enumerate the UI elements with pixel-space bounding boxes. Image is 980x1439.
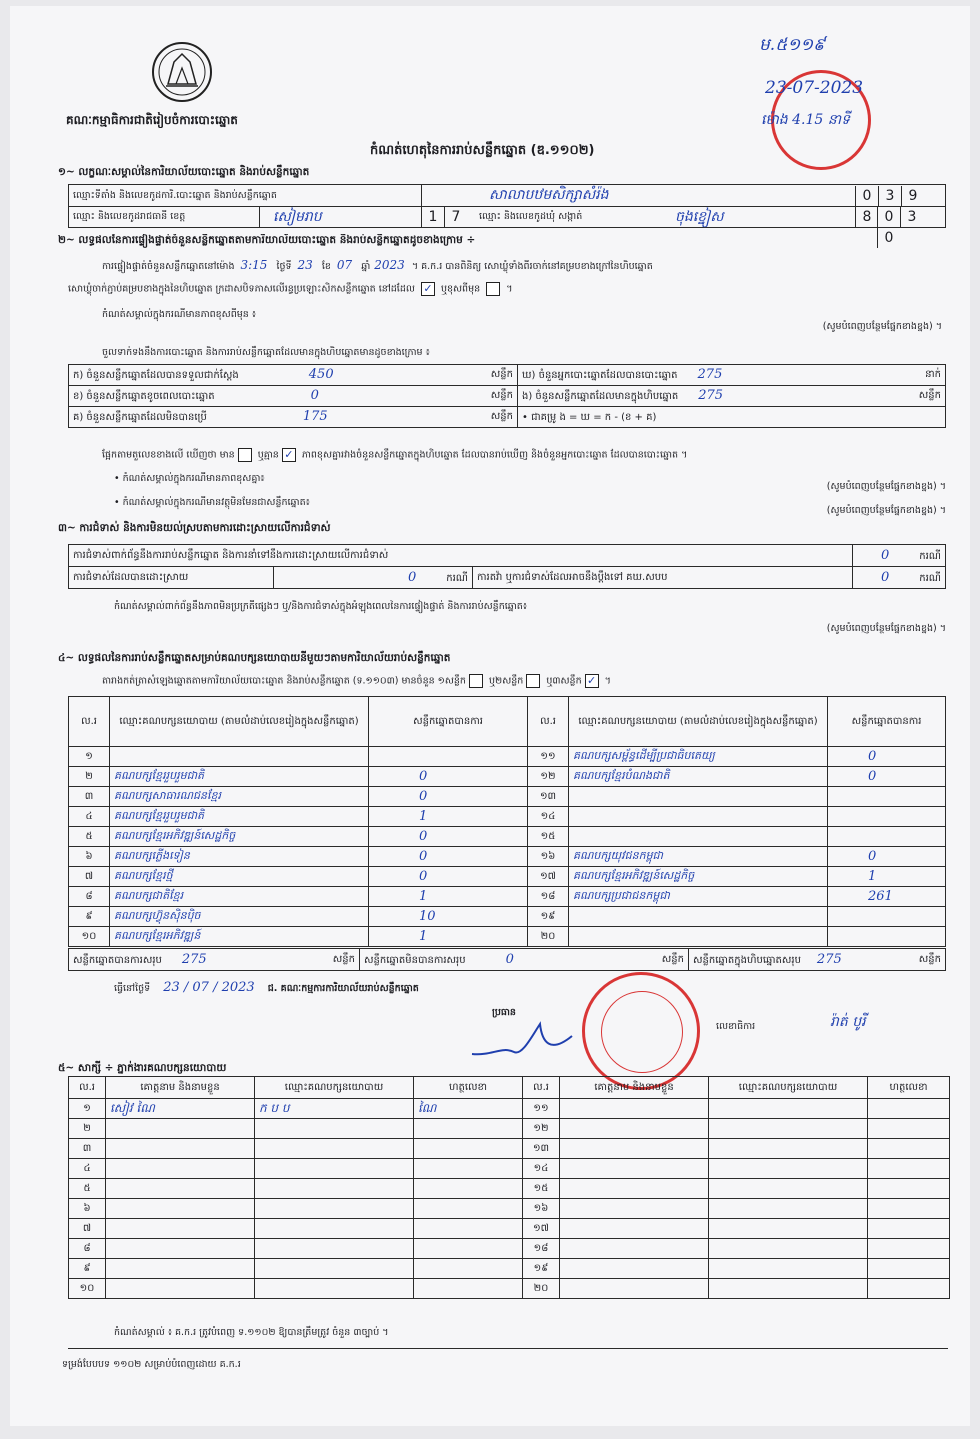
witness-name (560, 1139, 709, 1159)
time-label: ការផ្ទៀងផ្ទាត់ចំនួនសន្លឹកឆ្នោតនៅម៉ោង (102, 261, 235, 272)
row-number: ១៣ (528, 787, 569, 807)
row-number: ១៧ (523, 1219, 560, 1239)
row-number: ៣ (69, 787, 110, 807)
count-b-value: 0 (310, 388, 319, 403)
party-name: គណបក្សយុវជនកម្ពុជា (569, 847, 828, 867)
party-name (569, 827, 828, 847)
witness-party (255, 1259, 414, 1279)
form-footer: ទម្រង់បែបបទ ១១០២ សម្រាប់បំពេញដោយ គ.ក.រ (62, 1359, 241, 1370)
row-number: ១៨ (528, 887, 569, 907)
row-number: ១៩ (528, 907, 569, 927)
total-invalid-label: សន្លឹកឆ្នោតមិនបានការសរុប (364, 954, 466, 966)
row-number: ១២ (523, 1119, 560, 1139)
witness-signature: ណៃ (414, 1099, 523, 1119)
count-c-value: 175 (302, 409, 328, 424)
row-number: ២០ (528, 927, 569, 947)
province-code-digit: 7 (444, 207, 467, 227)
table-row (69, 867, 946, 887)
witness-signature (414, 1199, 523, 1219)
official-seal-icon (582, 972, 700, 1090)
province-code-digit: 1 (421, 207, 444, 227)
row-number: ៣ (69, 1139, 106, 1159)
table-row (69, 747, 946, 767)
receipt-stamp (755, 30, 905, 170)
witness-party (709, 1239, 868, 1259)
one-sheet-checkbox[interactable] (469, 674, 483, 688)
bullet-difference (114, 472, 946, 492)
row-number: ១១ (528, 747, 569, 767)
station-code-digit: 8 (855, 207, 878, 227)
total-box-unit: សន្លឹក (918, 953, 941, 965)
no-difference-checkbox[interactable]: ✓ (282, 448, 296, 462)
witness-name (560, 1259, 709, 1279)
stamp-time: ម៉ោង 4.15 នាទី (761, 112, 850, 128)
party-votes: 1 (369, 887, 528, 907)
party-votes: 0 (828, 767, 946, 787)
party-name: គណបក្សខ្មែររួបរួមជាតិ (110, 767, 369, 787)
row-number: ១៥ (528, 827, 569, 847)
row-number: ១៥ (523, 1179, 560, 1199)
row-number: ១៣ (523, 1139, 560, 1159)
row-number: ១២ (528, 767, 569, 787)
resolved-value: 0 (407, 569, 417, 585)
station-code-digit: 0 (855, 186, 878, 206)
row-number: ៥ (69, 1179, 106, 1199)
day-label: ថ្ងៃទី (276, 261, 292, 272)
party-votes: 0 (828, 847, 946, 867)
day-value: 23 (297, 258, 313, 272)
row-number: ៨ (69, 1239, 106, 1259)
province-value: សៀមរាប (273, 209, 322, 225)
table-row (69, 807, 946, 827)
row-number: ២ (69, 1119, 106, 1139)
party-votes: 1 (828, 867, 946, 887)
counts-table (68, 364, 946, 428)
table-row (69, 1159, 950, 1179)
witness-party (255, 1159, 414, 1179)
nec-emblem-icon (150, 40, 214, 104)
total-valid-value: 275 (181, 951, 207, 967)
row-number: ៧ (69, 867, 110, 887)
party-name (569, 807, 828, 827)
row-number: ១៩ (523, 1259, 560, 1279)
witness-party (255, 1139, 414, 1159)
witness-party (709, 1119, 868, 1139)
col-votes: សន្លឹកឆ្នោតបានការ (369, 697, 528, 747)
witness-signature (868, 1119, 950, 1139)
resolved-label: ការជំទាស់ដែលបានដោះស្រាយ (73, 572, 189, 583)
commune-value: ចុងខ្នៀស (675, 209, 724, 225)
complaints-table (68, 544, 946, 589)
seal-status-text: សោឃ្លុំចាក់ភ្ជាប់គម្របខាងក្នុងនៃហិបឆ្នោត ក្រដាសបិទភាសលើរន្ធប្រឡោះសិកសន្លឹកឆ្នោត នៅដដែល (68, 283, 415, 295)
station-code-digit: 3 (878, 186, 901, 206)
witness-col-sign: ហត្ថលេខា (414, 1077, 523, 1099)
witness-signature (868, 1099, 950, 1119)
witness-name (106, 1259, 255, 1279)
sheets-intro: តារាងកត់ត្រាសំឡេងឆ្នោតតាមការិយាល័យបោះឆ្នោត និងរាប់សន្លឹកឆ្នោត (ទ.១១០៣) មានចំនួន ១សន្លឹក (102, 675, 466, 687)
witness-party (255, 1179, 414, 1199)
total-box-value: 275 (816, 951, 842, 967)
count-a-label: ក) ចំនួនសន្លឹកឆ្នោតដែលបានទទួលជាក់ស្ដែង (73, 370, 239, 381)
bullet-foreign-object (114, 496, 946, 516)
seal-status-line: សោឃ្លុំចាក់ភ្ជាប់គម្របខាងក្នុងនៃហិបឆ្នោត ក្រដាសបិទភាសលើរន្ធប្រឡោះសិកសន្លឹកឆ្នោត នៅដដែល ✓ ឬខុសពីមុន ។ (68, 282, 513, 295)
witness-party (709, 1279, 868, 1299)
witness-signature (414, 1219, 523, 1239)
count-a-unit: សន្លឹក (490, 369, 513, 380)
section2-title: ២~ លទ្ធផលនៃការផ្ទៀងផ្ទាត់ចំនួនសន្លឹកឆ្នោតតាមការិយាល័យបោះឆ្នោត និងរាប់សន្លឹកឆ្នោតដូចខាងក្រោម ÷ (58, 234, 476, 246)
organization-name: គណៈកម្មាធិការជាតិរៀបចំការបោះឆ្នោត (66, 113, 238, 127)
section4-title: ៤~ លទ្ធផលនៃការរាប់សន្លឹកឆ្នោតសម្រាប់គណបក្សនយោបាយនីមួយៗតាមការិយាល័យរាប់សន្លឹកឆ្នោត (58, 652, 451, 664)
province-code-boxes (421, 206, 467, 227)
has-difference-checkbox[interactable] (238, 448, 252, 462)
witness-name (560, 1219, 709, 1239)
witness-name (560, 1239, 709, 1259)
witness-col-name: គោត្តនាម និងនាមខ្លួន (560, 1077, 709, 1099)
party-votes: 10 (369, 907, 528, 927)
compare-none-label: ឬគ្មាន (257, 449, 279, 461)
witness-name (560, 1119, 709, 1139)
party-name: គណបក្សខ្មែរថ្មី (110, 867, 369, 887)
complaints-value: 0 (880, 547, 890, 563)
row-number: ១៨ (523, 1239, 560, 1259)
fill-note: (សូមបំពេញបន្ថែមផ្នែកខាងខ្នង) ។ (826, 623, 946, 634)
witness-name (106, 1159, 255, 1179)
total-invalid-unit: សន្លឹក (661, 953, 684, 965)
year-value: 2023 (374, 258, 405, 272)
table-row (69, 1259, 950, 1279)
party-votes: 0 (369, 867, 528, 887)
appeal-value: 0 (880, 569, 890, 585)
two-sheets-label: ឬ២សន្លឹក (489, 675, 524, 687)
witness-name (106, 1239, 255, 1259)
secretary-name: រ៉ាត់ បូរី (830, 1014, 866, 1030)
chair-signature-icon (462, 1016, 582, 1070)
witness-party (709, 1199, 868, 1219)
witness-col-name: គោត្តនាម និងនាមខ្លួន (106, 1077, 255, 1099)
row-number: ១ (69, 747, 110, 767)
row-number: ៧ (69, 1219, 106, 1239)
party-name: គណបក្សខ្មែររួបរួមជាតិ (110, 807, 369, 827)
table-row (69, 887, 946, 907)
party-votes: 261 (828, 887, 946, 907)
appeal-label: ការតវ៉ា ឬការជំទាស់ដែលអាចនឹងប្ដឹងទៅ គឃ.សបប (477, 572, 668, 583)
party-votes (828, 927, 946, 947)
row-number: ៦ (69, 1199, 106, 1219)
compare-text: ភាពខុសគ្នារវាងចំនួនសន្លឹកឆ្នោតក្នុងហិបឆ្នោត ដែលបានរាប់ឃើញ និងចំនួនអ្នកបោះឆ្នោត ដែលបានបោះឆ្នោត ។ (301, 449, 688, 461)
fill-note: (សូមបំពេញបន្ថែមផ្នែកខាងខ្នង) ។ (826, 505, 946, 516)
witness-party: ក ប ប (255, 1099, 414, 1119)
witness-name (560, 1279, 709, 1299)
witness-name (106, 1199, 255, 1219)
totals-table (68, 948, 946, 971)
section5-title: ៥~ សាក្សី ÷ ភ្នាក់ងារគណបក្សនយោបាយ (58, 1062, 227, 1074)
row-number: ១៦ (523, 1199, 560, 1219)
row-number: ៩ (69, 1259, 106, 1279)
done-date-line (114, 980, 419, 996)
row-number: ២ (69, 767, 110, 787)
table-row (69, 1139, 950, 1159)
result-intro: ចួលទាក់ទងនឹងការបោះឆ្នោត និងការរាប់សន្លឹកឆ្នោតដែលមានក្នុងហិបឆ្នោតមានដូចខាងក្រោម ៖ (102, 347, 430, 358)
table-row (69, 1179, 950, 1199)
row-number: ៦ (69, 847, 110, 867)
party-votes (828, 907, 946, 927)
party-name: គណបក្សសម្ព័ន្ធដើម្បីប្រជាធិបតេយ្យ (569, 747, 828, 767)
table-row (69, 787, 946, 807)
witness-party (709, 1159, 868, 1179)
count-d-label: ឃ) ចំនួនអ្នកបោះឆ្នោតដែលបានបោះឆ្នោត (522, 370, 678, 381)
station-value: សាលាបឋមសិក្សាសំរ៉ង (489, 187, 609, 203)
witness-col-no: ល.រ (523, 1077, 560, 1099)
witness-signature (868, 1159, 950, 1179)
witness-col-party: ឈ្មោះគណបក្សនយោបាយ (709, 1077, 868, 1099)
party-votes: 0 (828, 747, 946, 767)
col-no: ល.រ (69, 697, 110, 747)
row-number: ៤ (69, 1159, 106, 1179)
form-title: កំណត់ហេតុនៃការរាប់សន្លឹកឆ្នោត (ឌ.១១០២) (370, 143, 595, 158)
party-name: គណបក្សប្រជាជនកម្ពុជា (569, 887, 828, 907)
col-no: ល.រ (528, 697, 569, 747)
table-row (69, 927, 946, 947)
party-votes (828, 787, 946, 807)
station-code-digit: 9 (901, 186, 924, 206)
month-label: ខែ (321, 261, 331, 272)
witness-name (560, 1099, 709, 1119)
total-valid-unit: សន្លឹក (332, 953, 355, 965)
party-name: គណបក្សភ្លើងទៀន (110, 847, 369, 867)
witness-party (709, 1219, 868, 1239)
count-c-unit: សន្លឹក (490, 411, 513, 422)
party-name (569, 927, 828, 947)
total-box-label: សន្លឹកឆ្នោតក្នុងហិបឆ្នោតសរុប (693, 954, 801, 966)
fill-note: (សូមបំពេញបន្ថែមផ្នែកខាងខ្នង) ។ (822, 321, 942, 332)
witness-name (106, 1139, 255, 1159)
row-number: ១៤ (528, 807, 569, 827)
witness-party (709, 1179, 868, 1199)
time-value: 3:15 (240, 258, 268, 272)
difference-note-label: កំណត់សម្គាល់ក្នុងករណីមានភាពខុសពីមុន ៖ (102, 309, 257, 320)
footnote: កំណត់សម្គាល់ ៖ គ.ក.រ ត្រូវបំពេញ ទ.១១០២ ឱ្យបានត្រឹមត្រូវ ចំនួន ៣ច្បាប់ ។ (114, 1327, 389, 1338)
stamp-date: 23-07-2023 (765, 78, 864, 98)
chair-label: ប្រធាន (492, 1007, 516, 1018)
witness-name (106, 1219, 255, 1239)
table-row (69, 1239, 950, 1259)
stamp-code: ម.៥១១៩ (759, 35, 825, 55)
commune-code-digit: 3 (900, 207, 923, 227)
row-number: ១ (69, 1099, 106, 1119)
party-name: គណបក្សសាធារណជនខ្មែរ (110, 787, 369, 807)
complaints-label: ការជំទាស់ពាក់ព័ន្ធនឹងការរាប់សន្លឹកឆ្នោត និងការនាំទៅនឹងការដោះស្រាយលើការជំទាស់ (73, 550, 389, 561)
fill-note: (សូមបំពេញបន្ថែមផ្នែកខាងខ្នង) ។ (826, 481, 946, 492)
col-party: ឈ្មោះគណបក្សនយោបាយ (តាមលំដាប់លេខរៀងក្នុងសន្លឹកឆ្នោត) (110, 697, 369, 747)
party-votes (369, 747, 528, 767)
witness-col-sign: ហត្ថលេខា (868, 1077, 950, 1099)
three-sheets-checkbox[interactable]: ✓ (585, 674, 599, 688)
witness-signature (868, 1259, 950, 1279)
witness-name (560, 1159, 709, 1179)
witness-col-no: ល.រ (69, 1077, 106, 1099)
sheets-line: តារាងកត់ត្រាសំឡេងឆ្នោតតាមការិយាល័យបោះឆ្នោត និងរាប់សន្លឹកឆ្នោត (ទ.១១០៣) មានចំនួន ១សន្លឹក ឬ២សន្លឹក ឬ៣សន្លឹក ✓ ។ (102, 674, 611, 687)
row-number: ៥ (69, 827, 110, 847)
count-e-value: 275 (698, 388, 724, 403)
bullet-difference-label: • កំណត់សម្គាល់ក្នុងករណីមានភាពខុសគ្នា៖ (114, 473, 265, 484)
party-votes: 0 (369, 767, 528, 787)
count-d-unit: នាក់ (925, 369, 941, 380)
complaints-unit: ករណី (919, 550, 941, 562)
party-name (569, 907, 828, 927)
table-row (69, 1219, 950, 1239)
different-label: ឬខុសពីមុន (440, 283, 481, 295)
witness-signature (868, 1179, 950, 1199)
verification-line (102, 258, 653, 274)
form-page (10, 6, 970, 1426)
province-label: ឈ្មោះ និងលេខកូដរាជធានី ខេត្ត (73, 211, 186, 222)
compare-has-label: ផ្អែកតាមតួលេខខាងលើ ឃើញថា មាន (102, 449, 235, 461)
count-b-label: ខ) ចំនួនសន្លឹកឆ្នោតខូចពេលបោះឆ្នោត (73, 391, 215, 402)
witness-signature (868, 1279, 950, 1299)
witness-signature (414, 1119, 523, 1139)
verification-suffix: ។ គ.ក.រ បានពិនិត្យ សោឃ្លុំទាំងពីរចាក់នៅគម្របខាងក្រៅនៃហិបឆ្នោត (411, 261, 653, 272)
witness-signature (414, 1139, 523, 1159)
secretary-label: លេខាធិការ (716, 1021, 756, 1032)
table-row (69, 827, 946, 847)
count-a-value: 450 (308, 367, 334, 382)
votes-table (68, 696, 946, 947)
row-number: ៨ (69, 887, 110, 907)
row-number: ១០ (69, 1279, 106, 1299)
witness-party (709, 1099, 868, 1119)
witness-party (255, 1199, 414, 1219)
witness-party (255, 1219, 414, 1239)
party-name (110, 747, 369, 767)
total-invalid-value: 0 (505, 951, 514, 967)
row-number: ១១ (523, 1099, 560, 1119)
col-party: ឈ្មោះគណបក្សនយោបាយ (តាមលំដាប់លេខរៀងក្នុងសន្លឹកឆ្នោត) (569, 697, 828, 747)
irregularity-note (114, 600, 946, 634)
count-b-unit: សន្លឹក (490, 390, 513, 401)
witness-table (68, 1076, 950, 1299)
party-name: គណបក្សខ្មែរអភិវឌ្ឍន៍ (110, 927, 369, 947)
table-row (69, 1199, 950, 1219)
witness-signature (868, 1239, 950, 1259)
witness-signature (414, 1179, 523, 1199)
difference-note (102, 308, 942, 332)
resolved-unit: ករណី (446, 572, 468, 584)
witness-party (709, 1139, 868, 1159)
party-votes: 0 (369, 787, 528, 807)
witness-name (560, 1179, 709, 1199)
witness-party (709, 1259, 868, 1279)
party-votes: 1 (369, 927, 528, 947)
bullet-foreign-label: • កំណត់សម្គាល់ក្នុងករណីមានវត្ថុមិនមែនជាសន្លឹកឆ្នោត៖ (114, 497, 310, 508)
section1-title: ១~ លក្ខណៈសម្គាល់នៃការិយាល័យបោះឆ្នោត និងរាប់សន្លឹកឆ្នោត (58, 166, 310, 178)
row-number: ១៧ (528, 867, 569, 887)
table-row (69, 907, 946, 927)
month-value: 07 (336, 258, 353, 272)
witness-signature (414, 1159, 523, 1179)
row-number: ៤ (69, 807, 110, 827)
party-votes (828, 807, 946, 827)
table-row (69, 767, 946, 787)
row-number: ១៤ (523, 1159, 560, 1179)
witness-name (106, 1279, 255, 1299)
witness-signature (868, 1199, 950, 1219)
committee-label: ជ. គណៈកម្មការការិយាល័យរាប់សន្លឹកឆ្នោត (267, 983, 419, 994)
witness-signature (868, 1139, 950, 1159)
party-name (569, 787, 828, 807)
done-date-value: 23 / 07 / 2023 (163, 980, 255, 995)
witness-party (255, 1279, 414, 1299)
party-votes: 0 (369, 827, 528, 847)
table-row (69, 1099, 950, 1119)
witness-name (106, 1179, 255, 1199)
witness-name: សៀវ ណៃ (106, 1099, 255, 1119)
col-votes: សន្លឹកឆ្នោតបានការ (828, 697, 946, 747)
party-name: គណបក្សខ្មែរបំណងជាតិ (569, 767, 828, 787)
station-label: ឈ្មោះទីតាំង និងលេខកូដការិ.បោះឆ្នោត និងរាប់សន្លឹកឆ្នោត (73, 190, 277, 201)
year-label: ឆ្នាំ (361, 261, 371, 272)
done-date-label: ធ្វើនៅថ្ងៃទី (114, 983, 151, 994)
count-c-label: គ) ចំនួនសន្លឹកឆ្នោតដែលមិនបានប្រើ (73, 412, 207, 423)
witness-col-party: ឈ្មោះគណបក្សនយោបាយ (255, 1077, 414, 1099)
compare-line (102, 448, 687, 463)
party-votes (828, 827, 946, 847)
table-row (69, 1279, 950, 1299)
count-e-label: ង) ចំនួនសន្លឹកឆ្នោតដែលមានក្នុងហិបឆ្នោត (522, 391, 679, 402)
witness-signature (414, 1279, 523, 1299)
section3-title: ៣~ ការជំទាស់ និងការមិនយល់ស្របតាមការដោះស្រាយលើការជំទាស់ (58, 522, 331, 534)
commune-code-digit: 0 (877, 207, 900, 227)
row-number: ១៦ (528, 847, 569, 867)
formula-text: • ជាគម្រូ ង = ឃ = ក - (ខ + គ) (522, 411, 657, 423)
commune-code-digit: 0 (877, 228, 900, 248)
party-name: គណបក្សជាតិខ្មែរ (110, 887, 369, 907)
three-sheets-label: ឬ៣សន្លឹក (546, 675, 582, 687)
witness-party (255, 1239, 414, 1259)
appeal-unit: ករណី (919, 572, 941, 584)
different-checkbox[interactable] (486, 282, 500, 296)
witness-name (106, 1119, 255, 1139)
row-number: ១០ (69, 927, 110, 947)
row-number: ២០ (523, 1279, 560, 1299)
same-checkbox[interactable]: ✓ (421, 282, 435, 296)
count-d-value: 275 (697, 367, 723, 382)
witness-name (560, 1199, 709, 1219)
witness-party (255, 1119, 414, 1139)
witness-signature (414, 1259, 523, 1279)
two-sheets-checkbox[interactable] (526, 674, 540, 688)
count-e-unit: សន្លឹក (918, 390, 941, 401)
party-votes: 1 (369, 807, 528, 827)
table-row (69, 847, 946, 867)
witness-signature (868, 1219, 950, 1239)
party-votes: 0 (369, 847, 528, 867)
party-name: គណបក្សហ៊្វុនស៊ិនប៉ិច (110, 907, 369, 927)
irregularity-note-label: កំណត់សម្គាល់ពាក់ព័ន្ធនឹងភាពមិនប្រក្រតីផ្សេងៗ ឬ/និងការជំទាស់ក្នុងអំឡុងពេលនៃការផ្ទៀងផ្ទាត់ និងការរាប់សន្លឹកឆ្នោត៖ (114, 601, 527, 612)
row-number: ៩ (69, 907, 110, 927)
table-row (69, 1119, 950, 1139)
total-valid-label: សន្លឹកឆ្នោតបានការសរុប (73, 954, 162, 966)
witness-signature (414, 1239, 523, 1259)
party-name: គណបក្សខ្មែរអភិវឌ្ឍន៍សេដ្ឋកិច្ច (569, 867, 828, 887)
party-name: គណបក្សខ្មែរអភិវឌ្ឍន៍សេដ្ឋកិច្ច (110, 827, 369, 847)
commune-label: ឈ្មោះ និងលេខកូដឃុំ សង្កាត់ (479, 211, 583, 222)
